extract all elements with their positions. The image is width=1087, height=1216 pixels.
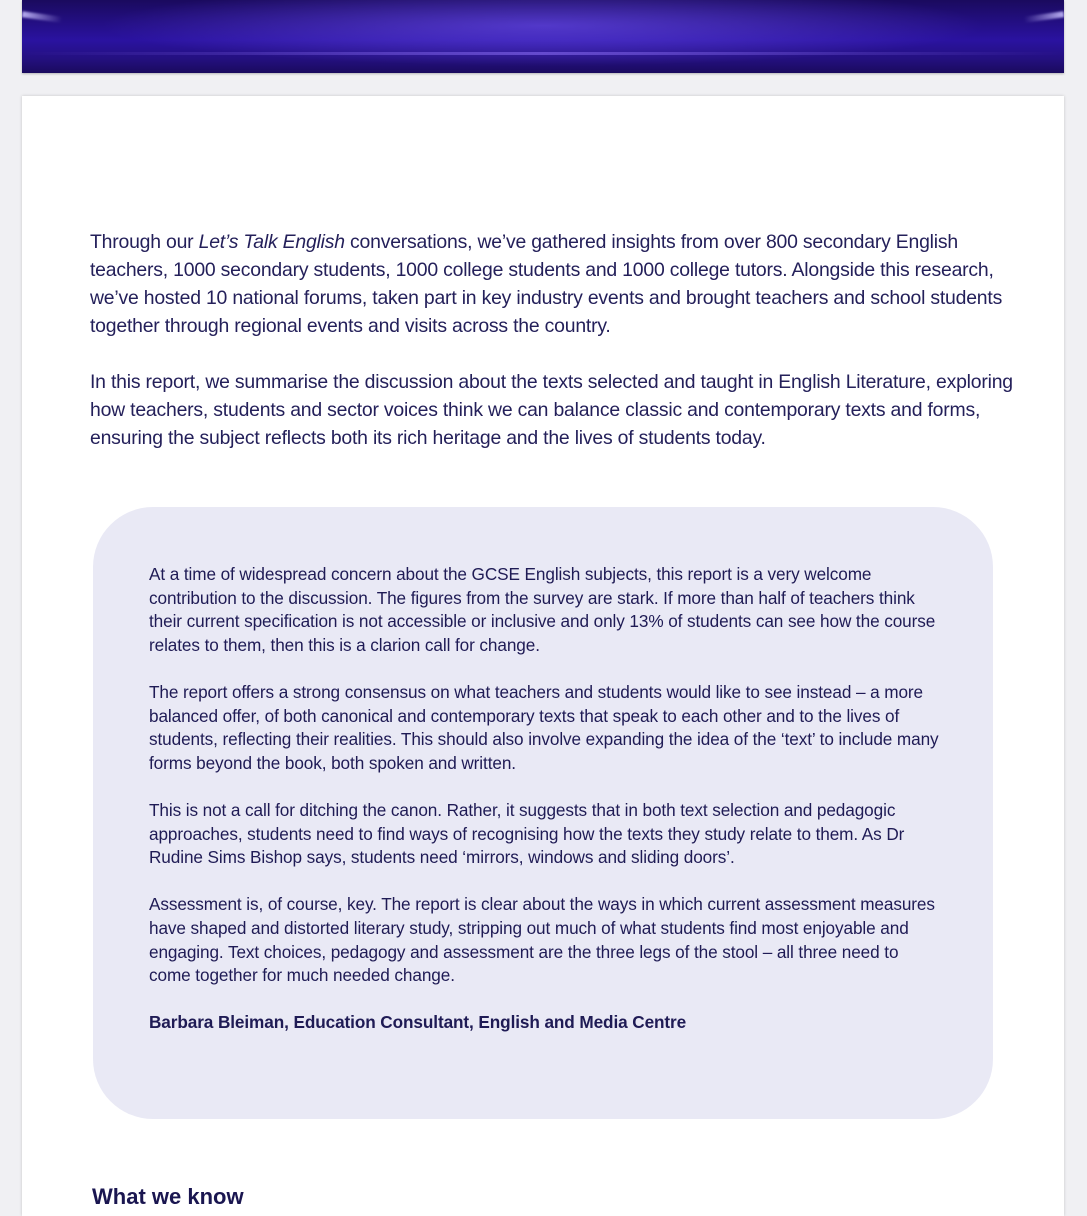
intro-p1-rest: conversations, we’ve gathered insights from over 800 secondary English teachers, 1000 secondary students, 1000 college students and 1000 college tutors. Alongside this research, we’ve hosted 10 national forums, taken part in key industry events and brought teachers and school students together through regional events and visits across the country.: [90, 231, 1003, 337]
quote-paragraph-1: At a time of widespread concern about the GCSE English subjects, this report is a very welcome contribution to the discussion. The figures from the survey are stark. If more than half of teachers think their current specification is not accessible or inclusive and only 13% of students can see how the course relates to them, then this is a clarion call for change.: [149, 564, 936, 655]
quote-attribution: Barbara Bleiman, Education Consultant, English and Media Centre: [149, 1012, 687, 1033]
quote-paragraph-4: Assessment is, of course, key. The report is clear about the ways in which current assessment measures have shaped and distorted literary study, stripping out much of what students find most enjoyable and engaging. Text choices, pedagogy and assessment are the three legs of the stool – all three need to come together for much needed change.: [149, 894, 935, 986]
section-heading: What we know: [92, 1184, 244, 1209]
quote-paragraph-3: This is not a call for ditching the canon. Rather, it suggests that in both text selection and pedagogic approaches, students need to find ways of recognising how the texts they study relate to them. As Dr Rudine Sims Bishop says, students need ‘mirrors, windows and sliding doors’.: [149, 799, 905, 868]
quote-text: [149, 563, 939, 1058]
header-banner: [22, 0, 1064, 73]
intro-text: [90, 228, 1030, 480]
document-page: [22, 96, 1064, 1216]
quote-paragraph-2: The report offers a strong consensus on what teachers and students would like to see instead – a more balanced offer, of both canonical and contemporary texts that speak to each other and to the lives of students, reflecting their realities. This should also involve expanding the idea of the ‘text’ to include many forms beyond the book, both spoken and written.: [149, 681, 939, 773]
campaign-title: Let’s Talk English: [198, 231, 345, 253]
banner-glow-left: [22, 11, 62, 23]
intro-paragraph-2: In this report, we summarise the discussion about the texts selected and taught in English Literature, exploring how teachers, students and sector voices think we can balance classic and contemporary texts and forms, ensuring the subject reflects both its rich heritage and the lives of students today.: [90, 371, 1013, 449]
intro-paragraph-1: [90, 228, 1030, 340]
intro-p1-start: Through our: [90, 231, 199, 253]
quote-box: [93, 507, 993, 1119]
banner-sheen: [22, 52, 1064, 55]
banner-glow-right: [1024, 11, 1064, 23]
